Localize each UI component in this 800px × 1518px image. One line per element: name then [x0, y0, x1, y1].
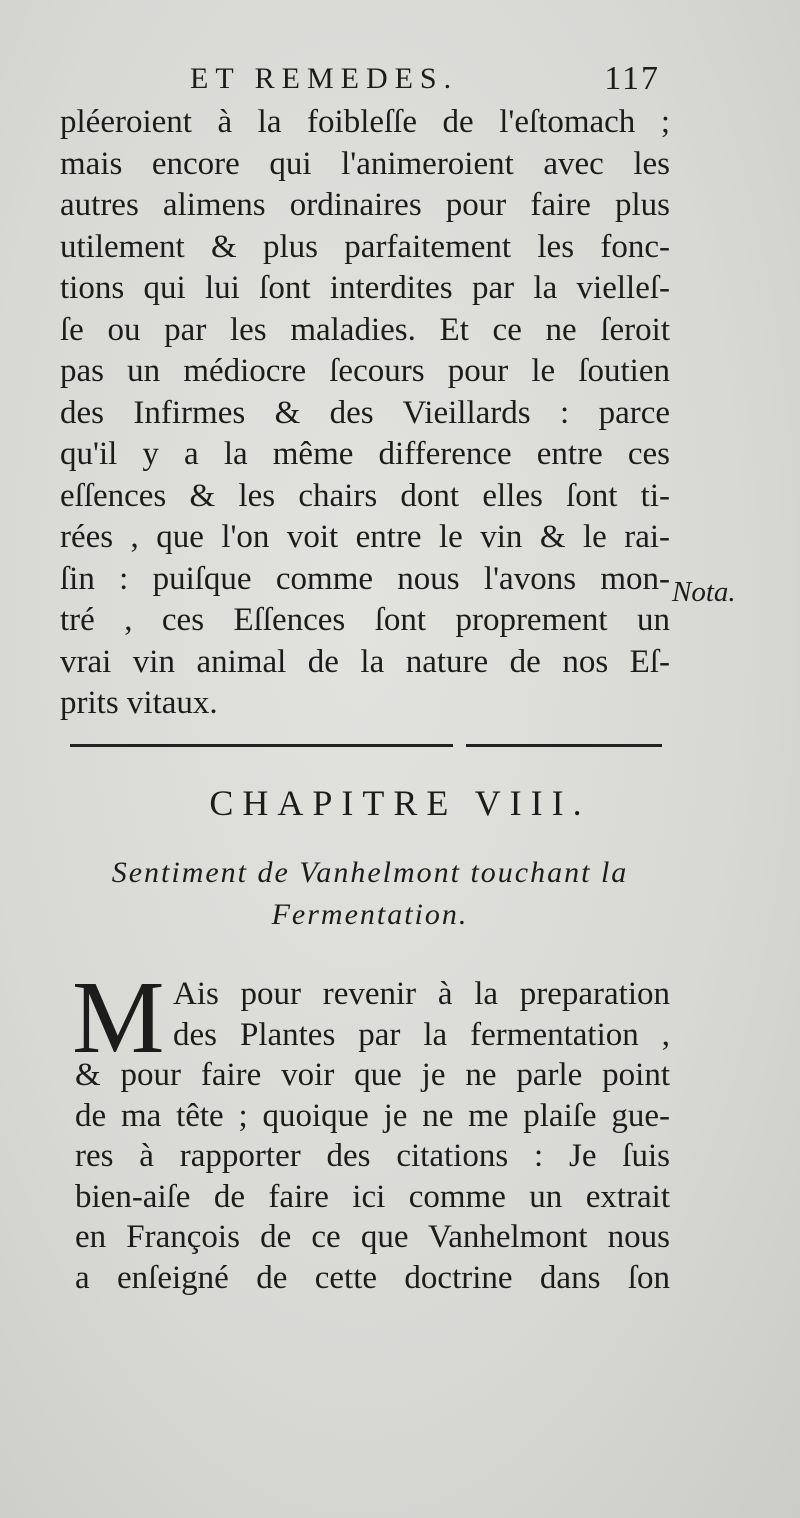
chapter-heading: CHAPITRE VIII. — [209, 783, 591, 823]
text-line: autres alimens ordinaires pour faire plus — [60, 187, 670, 223]
drop-cap: M — [72, 960, 165, 1075]
text-line: pléeroient à la foibleſſe de l'eſtomach ; — [60, 104, 670, 140]
section-divider-left — [70, 744, 453, 747]
text-line: de ma tête ; quoique je ne me plaiſe gue- — [75, 1097, 670, 1134]
text-line: des Plantes par la fermentation , — [173, 1016, 670, 1053]
text-line: vrai vin animal de la nature de nos Eſ- — [60, 643, 670, 680]
text-line: & pour faire voir que je ne parle point — [75, 1057, 670, 1093]
chapter-paragraph — [75, 974, 670, 1298]
text-line: tions qui lui ſont interdites par la vielleſ- — [60, 270, 670, 306]
text-line: a enſeigné de cette doctrine dans ſon — [75, 1259, 670, 1296]
running-header — [190, 62, 660, 96]
subtitle-line: Fermentation. — [271, 898, 469, 931]
text-line: eſſences & les chairs dont elles ſont ti- — [60, 477, 670, 514]
text-line: ſin : puiſque comme nous l'avons mon- — [60, 560, 670, 597]
text-line: Ais pour revenir à la preparation — [173, 976, 670, 1012]
subtitle-line: Sentiment de Vanhelmont touchant la — [111, 856, 629, 889]
section-divider-right — [466, 744, 662, 747]
text-line: en François de ce que Vanhelmont nous — [75, 1219, 670, 1255]
text-line: tré , ces Eſſences ſont proprement un — [60, 602, 670, 638]
text-line: ſe ou par les maladies. Et ce ne ſeroit — [60, 311, 670, 348]
paragraph-continued — [60, 102, 670, 725]
text-line: bien-aiſe de faire ici comme un extrait — [75, 1178, 670, 1215]
text-line: res à rapporter des citations : Je ſuis — [75, 1138, 670, 1174]
page-number: 117 — [604, 60, 660, 97]
text-line: prits vitaux. — [60, 685, 218, 721]
text-line: pas un médiocre ſecours pour le ſoutien — [60, 353, 670, 389]
margin-note: Nota. — [672, 576, 736, 608]
text-line: des Infirmes & des Vieillards : parce — [60, 394, 670, 431]
text-line: qu'il y a la même difference entre ces — [60, 436, 670, 472]
chapter-subtitle — [70, 852, 670, 936]
text-line: mais encore qui l'animeroient avec les — [60, 145, 670, 182]
running-title: ET REMEDES. — [190, 62, 459, 95]
text-line: rées , que l'on voit entre le vin & le rai- — [60, 519, 670, 555]
text-line: utilement & plus parfaitement les fonc- — [60, 228, 670, 265]
